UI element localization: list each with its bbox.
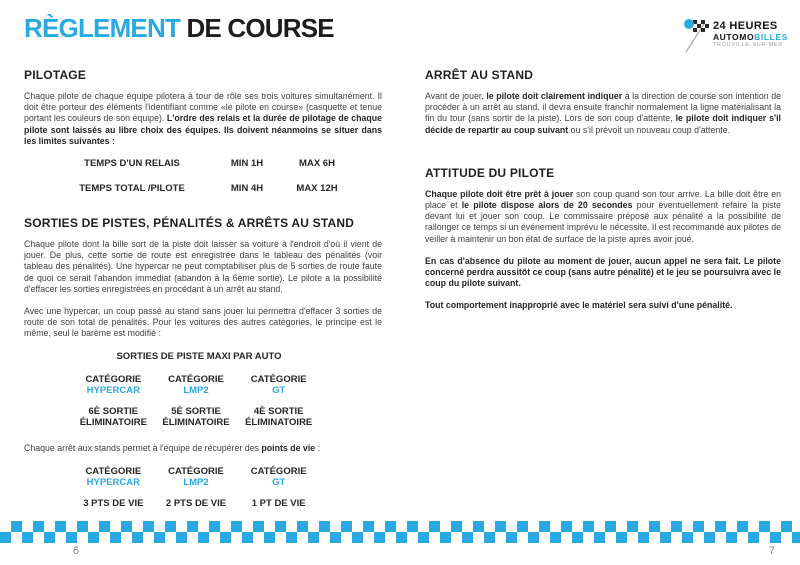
text-run: : [315,442,321,453]
logo-line3: TROUVILLE-SUR-MER [712,41,783,48]
table-column-hypercar [72,374,155,429]
times-max: MAX 6H [299,158,335,170]
category-value: 5È SORTIE ÉLIMINATOIRE [162,405,230,429]
text-run: ou s'il prévoit un nouveau coup d'attente. [568,124,731,135]
text-run-bold: le pilote doit indiquer s'il décide de repartir au coup suivant [425,113,781,135]
logo-line2 [713,33,788,42]
arret-paragraph [425,91,781,136]
page-number-right: 7 [768,545,775,557]
text-run: Chaque arrêt aux stands permet à l'équipe de récupérer des [24,442,262,453]
logo-line2-blue: BILLES [754,31,788,42]
times-max: MAX 12H [296,183,338,195]
category-value: 4È SORTIE ÉLIMINATOIRE [245,405,313,429]
relay-times-table [52,158,352,194]
page-title-accent: RÈGLEMENT [24,13,181,43]
page-title-rest: DE COURSE [180,13,334,43]
text-run: à la direction de course son intention de procéder à un arrêt au stand. il devra ensuite franchir normalement la ligne matérialisant la fin du tour (sans sortir de la piste). Lors de son coup d'attente, [425,91,781,124]
logo [680,16,788,54]
section-heading-pilotage: PILOTAGE [24,68,87,82]
category-label: CATÉGORIE [168,465,224,477]
text-run-bold: Chaque pilote doit être prêt à jouer [425,188,574,199]
category-value: 2 PTS DE VIE [165,497,227,509]
text-run-bold: L'ordre des relais et la durée de pilotage de chaque pilote sont laissés au libre choix des équipes. Ils doivent néanmoins se situer dans les limites suivantes : [24,113,382,146]
category-label: CATÉGORIE [250,373,307,385]
max-exits-table-title: SORTIES DE PISTE MAXI PAR AUTO [116,350,282,362]
max-exits-table [72,374,320,429]
attitude-paragraph-1 [425,189,781,245]
logo-line1: 24 HEURES [712,20,778,33]
logo-text [713,21,788,48]
marble-and-checkered-flag-icon [680,16,710,54]
times-min: MIN 1H [230,158,264,170]
category-name: HYPERCAR [86,385,140,397]
sorties-paragraph-1: Chaque pilote dont la bille sort de la piste doit laisser sa voiture à l'endroit d'où il vient de jouer. De plus, cette sortie de route est enregistrée dans le tableau des pénalités (voir tableau des pénalités). Une hypercar ne peut comptabiliser plus de 5 sorties de route faute de quoi ce serait l'abandon immédiat (abandon à la 6ème sortie). Le pilote a la possibilité d'effacer les sorties enregistrées en procédant à un arrêt au stand. [24,239,382,294]
attitude-paragraph-3: Tout comportement inapproprié avec le matériel sera suivi d'une pénalité. [425,300,733,311]
text-run: pour éventuellement refaire la piste devant lui et jouer son coup. Le commissaire préposé aux pénalité a la possibilité de rallonger ce temps si un événement imprévu le nécessite. Il est recommandé aux pilotes de veiller à maintenir un bon état de surface de la piste après avoir joué. [425,200,781,244]
category-name: HYPERCAR [86,477,140,489]
category-name: LMP2 [183,477,209,489]
category-label: CATÉGORIE [250,465,307,477]
table-column-gt [237,374,320,429]
text-run-bold: le pilote dispose alors de 20 secondes [461,200,633,211]
text-run: son coup quand son tour arrive. La bille doit être en place et [425,188,781,211]
section-heading-sorties: SORTIES DE PISTES, PÉNALITÉS & ARRÊTS AU STAND [24,216,355,231]
times-min: MIN 4H [230,183,264,195]
category-value: 3 PTS DE VIE [83,497,144,509]
logo-icon-svg [680,16,710,54]
attitude-paragraph-2: En cas d'absence du pilote au moment de jouer, aucun appel ne sera fait. Le pilote concerné perdra aussitôt ce coup (sans autre pénalité) et le jeu se poursuivra avec le coup du pilote suivant. [425,255,781,289]
table-column-hypercar [72,466,155,510]
page-number-left: 6 [73,545,80,557]
times-label: TEMPS D'UN RELAIS [84,158,180,170]
category-label: CATÉGORIE [85,465,142,477]
text-run: Avant de jouer, [425,91,487,101]
table-column-lmp2 [155,374,238,429]
sorties-paragraph-2: Avec une hypercar, un coup passé au stand sans jouer lui permettra d'effacer 3 sorties de route de son total de pénalités. Pour les voitures des autres catégories, le principe est le même, seul le barème est modifié : [24,306,382,339]
table-row [52,158,352,169]
text-run-bold: points de vie [261,442,316,453]
category-name: LMP2 [183,385,209,397]
category-label: CATÉGORIE [85,373,142,385]
page-title [24,13,334,43]
table-column-gt [237,466,320,510]
checkered-flag-border [0,521,800,543]
text-run: Chaque pilote de chaque équipe pilotera à tour de rôle ses trois voitures simultanément. Il doit être porteur des éléments l'identifiant comme «le pilote en course» (casquette et tenue portant les couleurs de son équipe). [24,91,382,124]
right-column [425,68,781,323]
pilotage-paragraph [24,91,382,147]
text-run-bold: le pilote doit clairement indiquer [486,91,623,101]
life-points-intro [24,443,382,454]
table-row [52,183,352,194]
table-column-lmp2 [155,466,238,510]
times-label: TEMPS TOTAL /PILOTE [79,183,185,195]
section-heading-arret: ARRÊT AU STAND [425,68,534,82]
category-value: 1 PT DE VIE [251,497,306,509]
category-name: GT [272,477,286,489]
logo-line2-black: AUTOMO [712,31,755,42]
category-label: CATÉGORIE [168,373,224,385]
left-column [24,68,382,509]
category-name: GT [272,385,286,397]
category-value: 6È SORTIE ÉLIMINATOIRE [79,405,147,429]
section-heading-attitude: ATTITUDE DU PILOTE [425,165,555,180]
life-points-table [72,466,320,510]
